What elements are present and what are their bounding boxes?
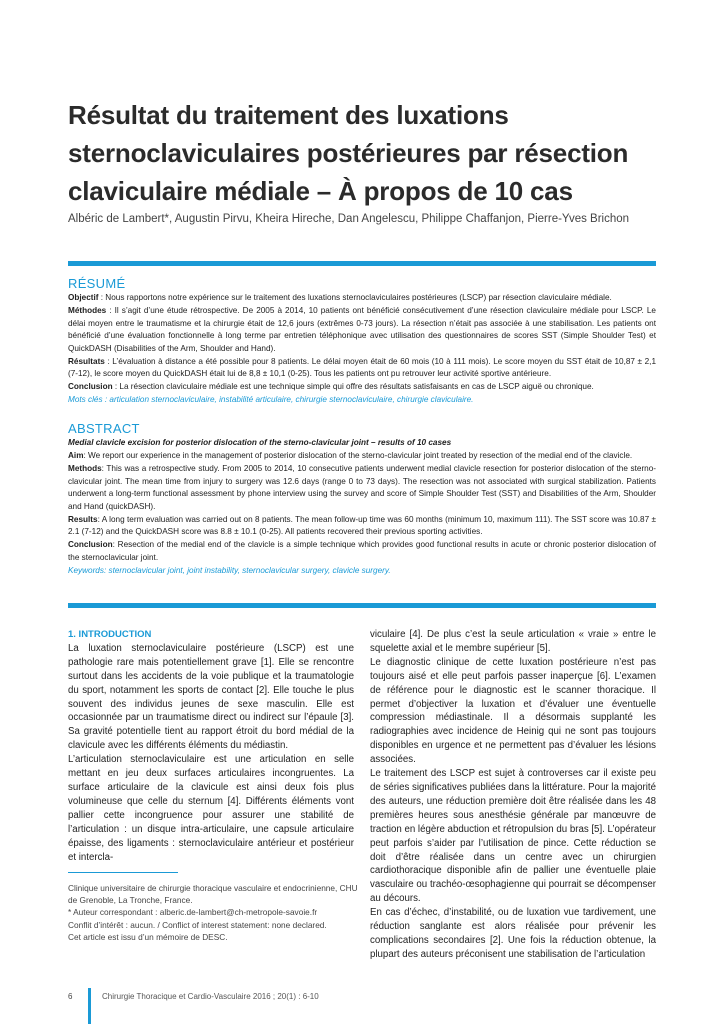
abstract-conclusion [68,539,656,564]
conclusion-text: : La résection claviculaire médiale est une technique simple qui offre des résultats satisfaisants en cas de LSCP aiguë ou chronique. [112,382,594,391]
resultats-text: : L’évaluation à distance a été possible pour 8 patients. Le délai moyen était de 60 mois (10 à 111 mois). Le score moyen du SST était de 10,87 ± 2,1 (7-12), le score moyen du QuickDASH était lui de 8,8 ± 10,1 (0-25). Tous les patients ont pu retrouver leur activité sportive antérieure. [68,356,656,378]
footnote-affiliation: Clinique universitaire de chirurgie thoracique vasculaire et endocrinienne, CHU de Grenoble, La Tronche, France. [68,883,358,906]
footnote-conflict: Conflit d’intérêt : aucun. / Conflict of interest statement: none declared. [68,919,327,930]
resume-heading: RÉSUMÉ [68,276,126,291]
resultats-label: Résultats [68,356,105,366]
footnote-rule [68,872,178,873]
resume-objectif [68,292,656,305]
abstract-methods [68,463,656,513]
abstract-aim [68,450,656,463]
page-number: 6 [68,992,73,1001]
aim-text: : We report our experience in the management of posterior dislocation of the sterno-clavicular joint treated by resection of the medial end of the clavicle. [83,451,633,460]
resume-conclusion [68,381,656,394]
introduction-heading: 1. INTRODUCTION [68,629,152,640]
abstract-heading: ABSTRACT [68,421,140,436]
resume-resultats [68,356,656,381]
results-text: : A long term evaluation was carried out on 8 patients. The mean follow-up time was 60 months (minimum 10, maximum 111). The SST score was 10.87 ± 2.1 (7-12) and the QuickDASH score was 8.8 ± 10.1 (0-25). All patients recovered their previous sporting activities. [68,514,656,536]
footnotes [68,882,358,943]
article-title: Résultat du traitement des luxations sternoclaviculaires postérieures par résection claviculaire médiale – À propos de 10 cas [68,100,629,206]
results-label: Results [68,514,98,524]
abstract-subtitle: Medial clavicle excision for posterior dislocation of the sterno-clavicular joint – results of 10 cases [68,438,452,447]
abstract-block [68,437,656,578]
abstract-results [68,514,656,539]
methodes-label: Méthodes [68,306,107,315]
objectif-label: Objectif [68,293,99,302]
abstract-keywords: Keywords: sternoclavicular joint, joint instability, sternoclavicular surgery, clavicle surgery. [68,565,391,575]
section-divider [68,603,656,608]
body-paragraph: La luxation sternoclaviculaire postérieure (LSCP) est une pathologie rare mais potentiellement grave [1]. Elle se rencontre surtout dans les accidents de la voie publique et la traumatologie du sport, notamment les sports de contact [2]. Elle touche le plus souvent des individus jeunes de sexe masculin. Elle est occasionnée par un traumatisme direct ou indirect sur l’épaule [3]. Sa gravité potentielle tient au rapport étroit du bord médial de la clavicule avec les différents éléments du médiastin. [68,642,354,752]
abstract-conclusion-text: : Resection of the medial end of the clavicle is a simple technique which provides good functional results in acute or chronic posterior dislocation of the sternoclavicular joint. [68,540,656,562]
aim-label: Aim [68,451,84,460]
body-paragraph: viculaire [4]. De plus c’est la seule articulation « vraie » entre le squelette axial et le membre supérieur [5]. [370,629,656,654]
methods-label: Methods [68,464,102,473]
body-paragraph: Le traitement des LSCP est sujet à controverses car il existe peu de séries significatives publiées dans la littérature. Pour la majorité des auteurs, une réduction première doit être réalisée dans les 48 premières heures sous anesthésie générale par manœuvre de traction en légère abduction et rétropulsion du bras [5]. L’opérateur peut parfois s’aider par l’utilisation de pince. Cette réduction se doit d’être réalisée dans un centre avec un chirurgien cardiothoracique disponible afin de pallier une éventuelle plaie vasculaire ou trachéo-œsophagienne qui pourrait se décompenser au décours. [370,768,656,905]
body-column-right [370,628,656,962]
abstract-conclusion-label: Conclusion [68,540,113,549]
body-paragraph: Le diagnostic clinique de cette luxation postérieure n’est pas toujours aisé et elle peut parfois passer inaperçue [6]. L’examen de référence pour le diagnostic est le scanner thoracique. Il permet d’objectiver la luxation et d’évaluer une éventuelle compression médiastinale. Il a désormais supplanté les radiographies avec incidence de Heinig qui ne sont pas toujours disponibles en urgence et ne permettent pas d’évaluer les lésions associées. [370,656,656,766]
section-divider [68,261,656,266]
body-paragraph: En cas d’échec, d’instabilité, ou de luxation vue tardivement, une réduction sanglante est alors réalisée pour prévenir les complications secondaires [2]. Une fois la réduction obtenue, la plupart des auteurs préconisent une stabilisation de l’articulation [370,907,656,960]
methods-text: : This was a retrospective study. From 2005 to 2014, 10 consecutive patients underwent medial clavicle resection for posterior dislocation of the sterno-clavicular joint. The mean time from injury to surgery was 12.6 days (range 0 to 73 days). The resection was not associated with surgical stabilization. Patients underwent a long-term functional assessment by phone interview using the survey and score of Simple Shoulder Test (SST) and Disabilities of the Arm, Shoulder and Hand (quickDASH). [68,464,656,511]
footer-accent-bar [88,988,91,1024]
resume-methodes [68,305,656,355]
body-column-left [68,628,354,864]
body-paragraph: L’articulation sternoclaviculaire est une articulation en selle mettant en jeu deux surfaces articulaires incongruentes. La surface articulaire de la clavicule est ainsi deux fois plus volumineuse que celle du sternum [4]. Différents éléments vont pallier cette incongruence pour assurer une stabilité de l’articulation : un disque intra-articulaire, une capsule articulaire épaisse, des ligaments : sternoclaviculaire antérieur et postérieur et intercla- [68,754,354,863]
footnote-correspondence: * Auteur correspondant : alberic.de-lambert@ch-metropole-savoie.fr [68,907,318,918]
footnote-memoir: Cet article est issu d’un mémoire de DESC. [68,931,228,942]
objectif-text: : Nous rapportons notre expérience sur le traitement des luxations sternoclaviculaires postérieures (LSCP) par résection claviculaire médiale. [98,293,612,302]
journal-citation: Chirurgie Thoracique et Cardio-Vasculaire 2016 ; 20(1) : 6-10 [102,992,319,1001]
resume-block [68,292,656,407]
resume-keywords: Mots clés : articulation sternoclaviculaire, instabilité articulaire, chirurgie sternoclaviculaire, chirurgie claviculaire. [68,395,474,404]
methodes-text: : Il s’agit d’une étude rétrospective. De 2005 à 2014, 10 patients ont bénéficié consécutivement d’une résection claviculaire médiale pour LSCP. Le délai moyen entre le traumatisme et la chirurgie était de 12,6 jours (extrêmes 0-73 jours). La résection n’était pas associée à une stabilisation. Les patients ont bénéficié d’une évaluation fonctionnelle à long terme par entretien téléphonique avec utilisation des questionnaires de scores SST (Simple Shoulder Test) et QuickDASH (Disabilities of the Arm, Shoulder and Hand). [68,306,656,353]
conclusion-label: Conclusion [68,382,113,391]
author-list: Albéric de Lambert*, Augustin Pirvu, Kheira Hireche, Dan Angelescu, Philippe Chaffanjon, Pierre-Yves Brichon [68,213,630,225]
